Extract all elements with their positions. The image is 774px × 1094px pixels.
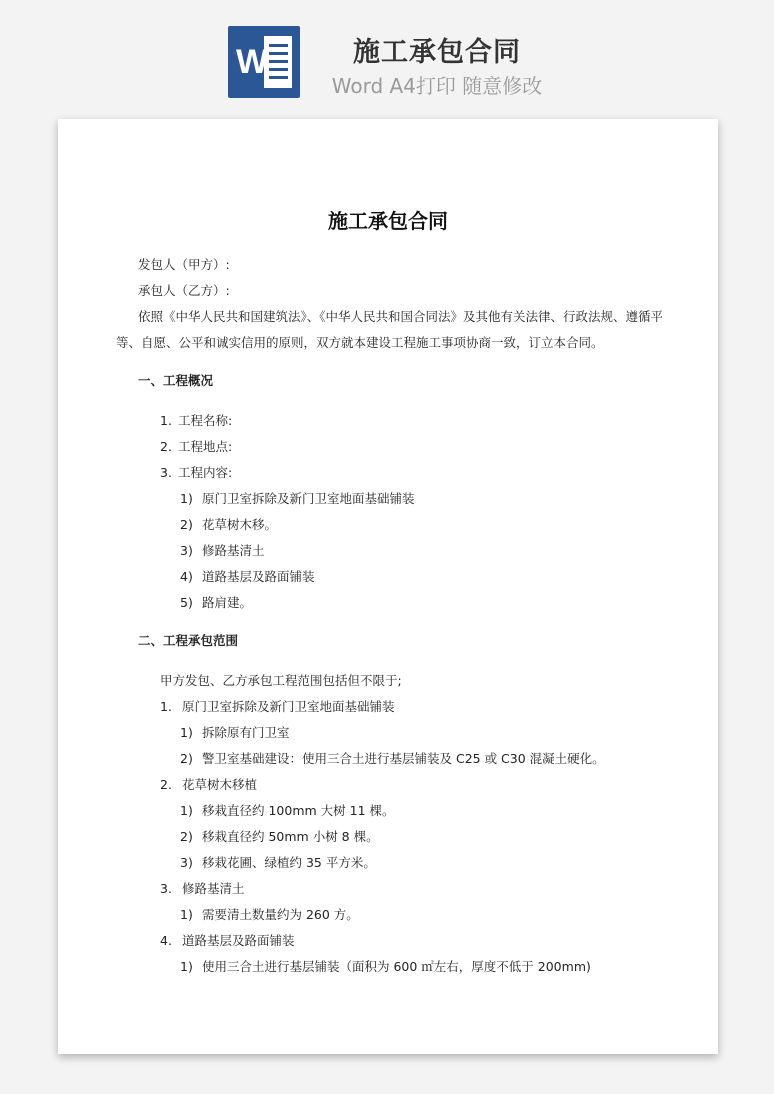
sub-list-item: 2) 移栽直径约 50mm 小树 8 棵。 (180, 829, 379, 844)
sub-list-item: 3) 移栽花圃、绿植约 35 平方米。 (180, 855, 376, 870)
list-item: 1. 原门卫室拆除及新门卫室地面基础铺装 (160, 699, 395, 714)
section-heading-scope: 二、工程承包范围 (138, 633, 239, 648)
sub-list-item: 1) 移栽直径约 100mm 大树 11 棵。 (180, 803, 395, 818)
header-title: 施工承包合同 (353, 37, 521, 68)
word-icon-letter: W (236, 43, 269, 81)
header-subtitle: Word A4打印 随意修改 (331, 74, 543, 98)
scope-lead-text: 甲方发包、乙方承包工程范围包括但不限于; (160, 673, 402, 688)
sub-list-item: 2) 警卫室基础建设：使用三合土进行基层铺装及 C25 或 C30 混凝土硬化。 (180, 751, 605, 766)
sub-list-item: 3) 修路基清土 (180, 543, 265, 558)
list-item: 3. 修路基清土 (160, 881, 245, 896)
section-heading-overview: 一、工程概况 (138, 373, 214, 388)
intro-paragraph-line-2: 等、自愿、公平和诚实信用的原则，双方就本建设工程施工事项协商一致，订立本合同。 (116, 335, 604, 350)
sub-list-item: 1) 原门卫室拆除及新门卫室地面基础铺装 (180, 491, 415, 506)
sub-list-item: 4) 道路基层及路面铺装 (180, 569, 315, 584)
document-page (58, 119, 718, 1054)
list-item: 4. 道路基层及路面铺装 (160, 933, 295, 948)
sub-list-item: 1) 需要清土数量约为 260 方。 (180, 907, 359, 922)
party-a-line: 发包人（甲方）: (138, 257, 230, 272)
list-item: 1. 工程名称: (160, 413, 233, 428)
list-item: 2. 工程地点: (160, 439, 233, 454)
document-title: 施工承包合同 (328, 209, 448, 233)
list-item: 3. 工程内容: (160, 465, 233, 480)
word-icon (228, 26, 300, 98)
sub-list-item: 1) 拆除原有门卫室 (180, 725, 290, 740)
intro-paragraph-line-1: 依照《中华人民共和国建筑法》、《中华人民共和国合同法》及其他有关法律、行政法规、遵循平 (138, 309, 664, 324)
preview-header (0, 0, 774, 118)
sub-list-item: 5) 路肩建。 (180, 595, 253, 610)
sub-list-item: 1) 使用三合土进行基层铺装（面积为 600 ㎡左右，厚度不低于 200mm) (180, 959, 591, 974)
list-item: 2. 花草树木移植 (160, 777, 258, 792)
party-b-line: 承包人（乙方）: (138, 283, 230, 298)
sub-list-item: 2) 花草树木移。 (180, 517, 278, 532)
